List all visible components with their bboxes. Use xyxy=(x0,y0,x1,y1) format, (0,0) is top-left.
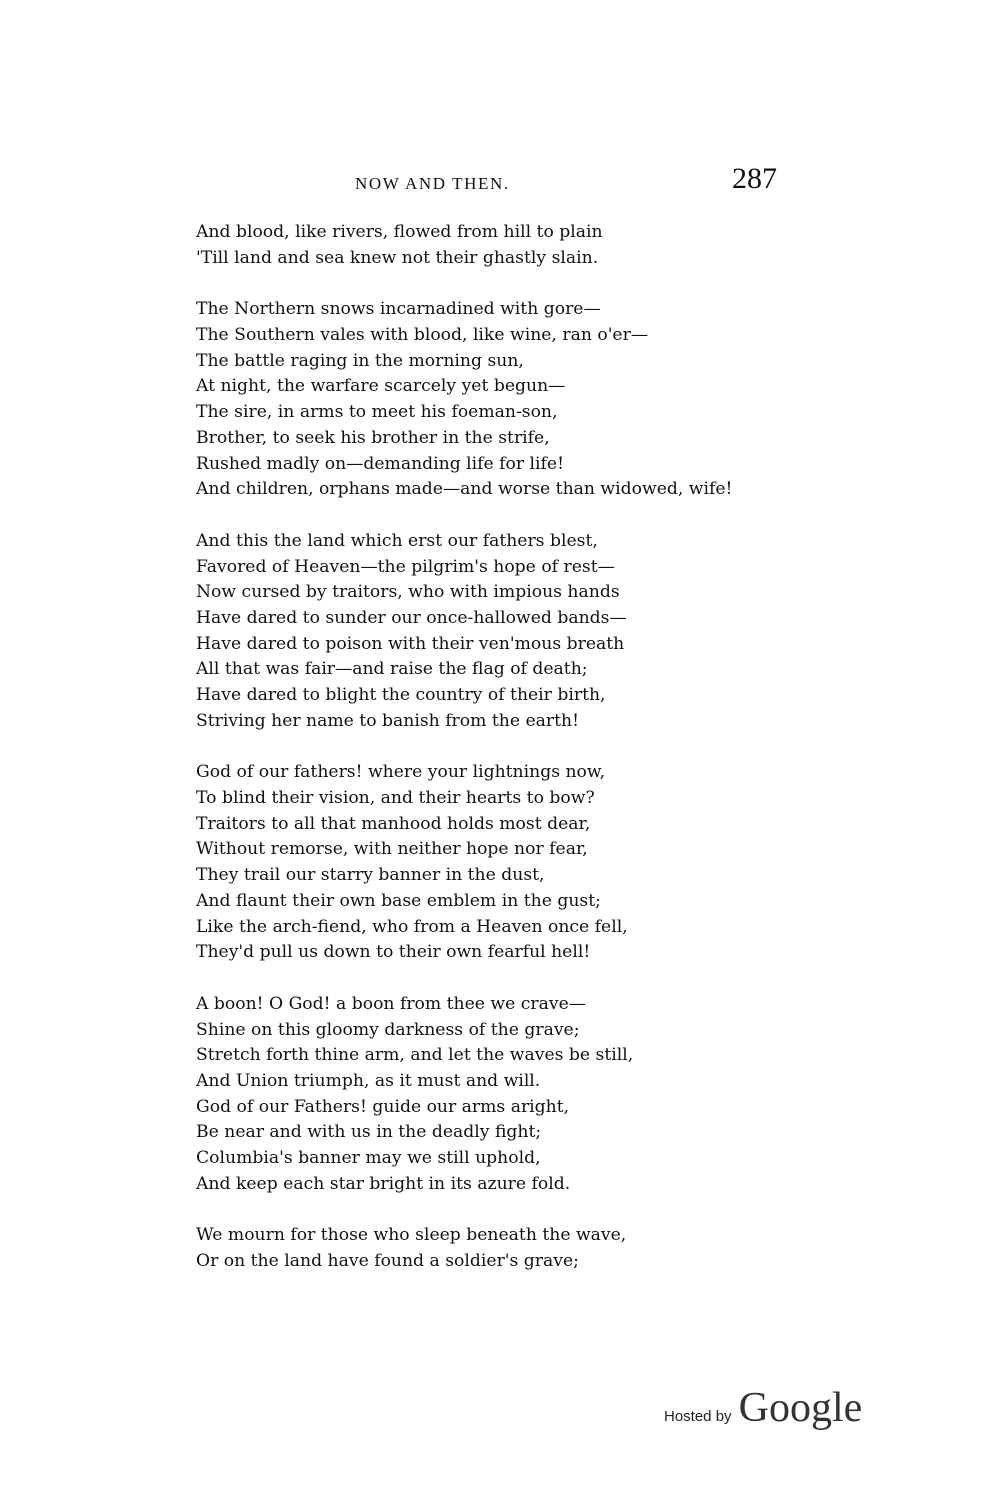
poem-line: Have dared to blight the country of their birth, xyxy=(196,685,606,705)
poem-line: Shine on this gloomy darkness of the grave; xyxy=(196,1019,580,1040)
google-logo: Google xyxy=(738,1385,863,1431)
poem-line: We mourn for those who sleep beneath the wave, xyxy=(196,1225,627,1246)
poem-line: All that was fair—and raise the flag of death; xyxy=(196,659,588,680)
poem-line: They'd pull us down to their own fearful hell! xyxy=(196,942,591,963)
poem-line: At night, the warfare scarcely yet begun— xyxy=(196,376,566,397)
poem-line: And flaunt their own base emblem in the gust; xyxy=(196,890,601,911)
stanza-1 xyxy=(196,220,836,271)
poem-line: Or on the land have found a soldier's grave; xyxy=(196,1251,579,1272)
poem-line: God of our fathers! where your lightnings now, xyxy=(196,762,606,783)
poem-line: The Southern vales with blood, like wine, ran o'er— xyxy=(196,325,649,346)
poem-line: Without remorse, with neither hope nor fear, xyxy=(196,839,588,860)
hosted-by-google-watermark xyxy=(664,1384,862,1434)
stanza-6 xyxy=(196,1223,836,1274)
poem-line: They trail our starry banner in the dust, xyxy=(196,865,545,886)
poem-line: Favored of Heaven—the pilgrim's hope of rest— xyxy=(196,556,615,577)
poem-line: Rushed madly on—demanding life for life! xyxy=(196,453,564,474)
poem-line: Have dared to poison with their ven'mous breath xyxy=(196,633,625,654)
running-head xyxy=(0,162,996,202)
poem-line: Like the arch-fiend, who from a Heaven once fell, xyxy=(196,916,628,937)
poem-line: Columbia's banner may we still uphold, xyxy=(196,1148,541,1168)
poem-line: Striving her name to banish from the earth! xyxy=(196,710,580,731)
poem-line: Traitors to all that manhood holds most dear, xyxy=(196,813,591,834)
running-title: NOW AND THEN. xyxy=(355,174,510,193)
poem-line: And blood, like rivers, flowed from hill to plain xyxy=(196,222,603,242)
poem-line: God of our Fathers! guide our arms aright, xyxy=(196,1096,570,1117)
poem-line: A boon! O God! a boon from thee we crave— xyxy=(196,993,586,1014)
stanza-4 xyxy=(196,760,836,966)
poem-line: 'Till land and sea knew not their ghastly slain. xyxy=(196,247,599,268)
poem-body xyxy=(196,220,836,1301)
stanza-3 xyxy=(196,529,836,735)
poem-line: And Union triumph, as it must and will. xyxy=(196,1070,541,1091)
page-number: 287 xyxy=(732,162,777,195)
stanza-2 xyxy=(196,297,836,503)
poem-line: The battle raging in the morning sun, xyxy=(196,350,524,371)
poem-line: And this the land which erst our fathers blest, xyxy=(196,530,598,551)
stanza-5 xyxy=(196,992,836,1198)
poem-line: The Northern snows incarnadined with gore— xyxy=(196,299,601,320)
hosted-by-label: Hosted by xyxy=(664,1408,732,1425)
poem-line: And children, orphans made—and worse than widowed, wife! xyxy=(196,479,733,500)
poem-line: Be near and with us in the deadly fight; xyxy=(196,1122,542,1143)
poem-line: Have dared to sunder our once-hallowed bands— xyxy=(196,607,627,628)
poem-line: The sire, in arms to meet his foeman-son, xyxy=(196,402,558,423)
poem-line: Brother, to seek his brother in the strife, xyxy=(196,427,550,448)
poem-line: Now cursed by traitors, who with impious hands xyxy=(196,582,620,603)
poem-line: Stretch forth thine arm, and let the waves be still, xyxy=(196,1045,634,1066)
poem-line: To blind their vision, and their hearts to bow? xyxy=(196,788,595,809)
poem-line: And keep each star bright in its azure fold. xyxy=(196,1173,571,1194)
